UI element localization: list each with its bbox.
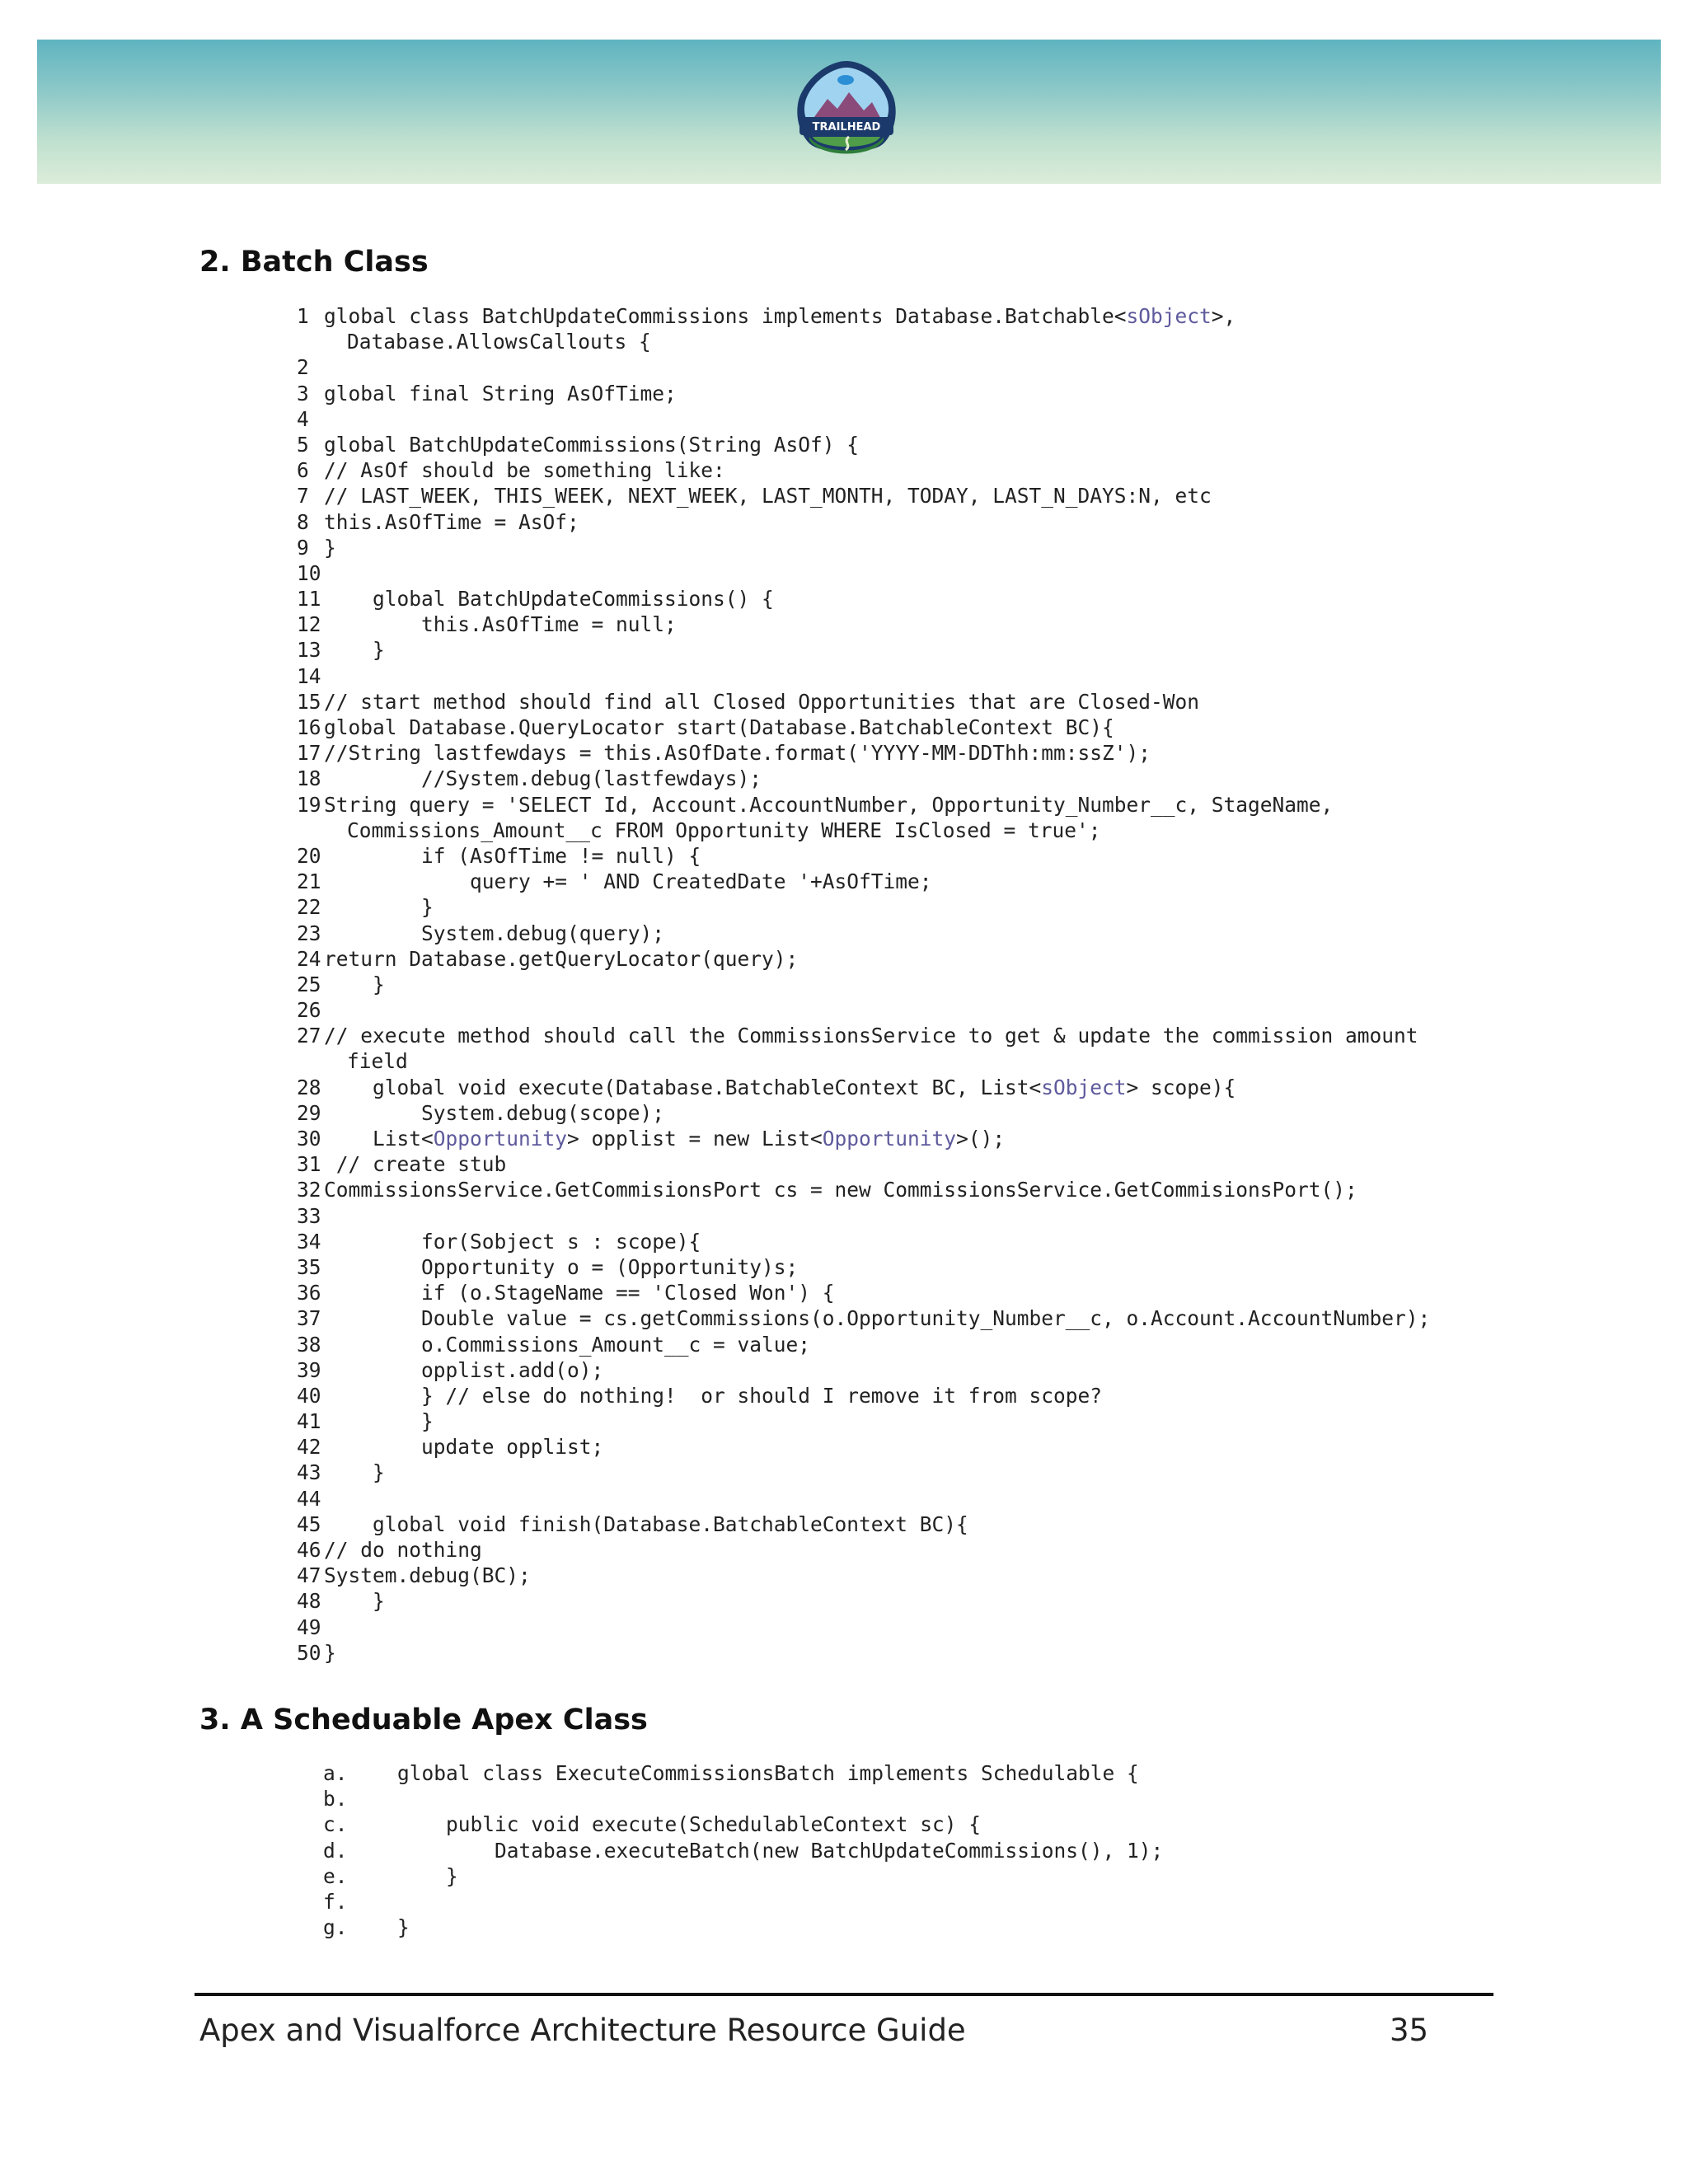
code-text: o.Commissions_Amount__c = value; <box>324 1332 811 1357</box>
line-number: 20 <box>297 843 321 868</box>
code-text: System.debug(scope); <box>324 1100 665 1125</box>
line-number: 2 <box>297 355 309 380</box>
code-text: //String lastfewdays = this.AsOfDate.format('YYYY-MM-DDThh:mm:ssZ'); <box>324 741 1151 766</box>
line-number: 33 <box>297 1203 321 1228</box>
code-text: } <box>324 638 385 663</box>
code-text: System.debug(BC); <box>324 1563 531 1588</box>
line-number: c. <box>323 1812 348 1837</box>
section-title-schedulable-class: 3. A Scheduable Apex Class <box>199 1704 648 1736</box>
code-text: this.AsOfTime = null; <box>324 612 677 637</box>
line-number: 45 <box>297 1511 321 1536</box>
line-number: a. <box>323 1761 348 1785</box>
line-number: 29 <box>297 1100 321 1125</box>
code-text: } <box>324 1589 385 1614</box>
line-number: 27 <box>297 1024 321 1048</box>
code-text: List<Opportunity> opplist = new List<Opportunity>(); <box>324 1127 1006 1151</box>
code-text: } <box>397 1863 458 1888</box>
code-text: public void execute(SchedulableContext sc) { <box>397 1812 982 1837</box>
line-number: 46 <box>297 1538 321 1563</box>
code-text: opplist.add(o); <box>324 1357 604 1382</box>
line-number: 3 <box>297 381 309 405</box>
line-number: 50 <box>297 1640 321 1665</box>
code-text: global class ExecuteCommissionsBatch implements Schedulable { <box>397 1761 1139 1785</box>
line-number: 34 <box>297 1229 321 1254</box>
line-number: 37 <box>297 1306 321 1331</box>
line-number: 13 <box>297 638 321 663</box>
line-number: 4 <box>297 406 309 431</box>
code-text: } <box>397 1915 410 1940</box>
line-number: 7 <box>297 484 309 509</box>
code-text: } <box>324 1640 336 1665</box>
code-text: //System.debug(lastfewdays); <box>324 766 762 791</box>
footer-divider <box>195 1993 1493 1996</box>
logo-text: TRAILHEAD <box>812 121 881 134</box>
section-title-batch-class: 2. Batch Class <box>199 246 429 279</box>
line-number: 6 <box>297 458 309 483</box>
line-number: e. <box>323 1863 348 1888</box>
type-highlight: sObject <box>1126 304 1212 328</box>
line-number: 44 <box>297 1486 321 1511</box>
line-number: 1 <box>297 304 309 328</box>
code-text: Double value = cs.getCommissions(o.Opportunity_Number__c, o.Account.AccountNumber); <box>324 1306 1431 1331</box>
line-number: 9 <box>297 535 309 560</box>
line-number: 26 <box>297 998 321 1023</box>
code-text: global void execute(Database.BatchableContext BC, List<sObject> scope){ <box>324 1075 1236 1099</box>
code-text: global BatchUpdateCommissions(String AsOf) { <box>324 432 860 457</box>
line-number: d. <box>323 1838 348 1863</box>
trailhead-logo <box>785 58 908 165</box>
line-number: 41 <box>297 1409 321 1434</box>
code-text: // LAST_WEEK, THIS_WEEK, NEXT_WEEK, LAST_MONTH, TODAY, LAST_N_DAYS:N, etc <box>324 484 1212 509</box>
line-number: 19 <box>297 792 321 817</box>
line-number: f. <box>323 1889 348 1914</box>
code-text: if (o.StageName == 'Closed Won') { <box>324 1281 835 1305</box>
footer-document-title: Apex and Visualforce Architecture Resource Guide <box>199 2013 966 2048</box>
code-text: } <box>324 1409 434 1434</box>
code-text: System.debug(query); <box>324 921 665 945</box>
line-number: 39 <box>297 1357 321 1382</box>
line-number: 23 <box>297 921 321 945</box>
line-number: 10 <box>297 560 321 585</box>
code-text: // AsOf should be something like: <box>324 458 725 483</box>
code-text: global final String AsOfTime; <box>324 381 677 405</box>
line-number: 35 <box>297 1254 321 1279</box>
code-text: update opplist; <box>324 1435 604 1460</box>
code-text: global BatchUpdateCommissions() { <box>324 587 774 612</box>
footer-page-number: 35 <box>1390 2013 1429 2048</box>
line-number: 25 <box>297 972 321 996</box>
code-text: if (AsOfTime != null) { <box>324 843 701 868</box>
line-number: b. <box>323 1787 348 1811</box>
line-number: 31 <box>297 1152 321 1177</box>
code-text: this.AsOfTime = AsOf; <box>324 509 579 534</box>
type-highlight: Opportunity <box>822 1127 957 1151</box>
line-number: 14 <box>297 663 321 688</box>
code-text: } // else do nothing! or should I remove it from scope? <box>324 1383 1103 1408</box>
code-text: global class BatchUpdateCommissions implements Database.Batchable<sObject>, <box>324 304 1236 328</box>
code-text: global void finish(Database.BatchableContext BC){ <box>324 1511 968 1536</box>
code-text: // create stub <box>324 1152 507 1177</box>
line-number: 15 <box>297 689 321 714</box>
code-text: } <box>324 972 385 996</box>
line-number: 16 <box>297 715 321 740</box>
line-number: 40 <box>297 1383 321 1408</box>
line-number: 28 <box>297 1075 321 1099</box>
line-number: g. <box>323 1915 348 1940</box>
code-text: Opportunity o = (Opportunity)s; <box>324 1254 799 1279</box>
line-number: 5 <box>297 432 309 457</box>
line-number: 17 <box>297 741 321 766</box>
code-continuation: field <box>347 1049 408 1074</box>
code-text: } <box>324 895 434 920</box>
line-number: 11 <box>297 587 321 612</box>
code-text: for(Sobject s : scope){ <box>324 1229 701 1254</box>
type-highlight: Opportunity <box>433 1127 568 1151</box>
code-text: String query = 'SELECT Id, Account.AccountNumber, Opportunity_Number__c, StageName, <box>324 792 1334 817</box>
line-number: 12 <box>297 612 321 637</box>
line-number: 22 <box>297 895 321 920</box>
code-text: // do nothing <box>324 1538 482 1563</box>
line-number: 32 <box>297 1178 321 1202</box>
code-text: return Database.getQueryLocator(query); <box>324 946 799 971</box>
line-number: 48 <box>297 1589 321 1614</box>
code-text: CommissionsService.GetCommisionsPort cs = new CommissionsService.GetCommisionsPort(); <box>324 1178 1357 1202</box>
line-number: 30 <box>297 1127 321 1151</box>
type-highlight: sObject <box>1041 1075 1127 1099</box>
code-text: } <box>324 1460 385 1485</box>
line-number: 43 <box>297 1460 321 1485</box>
code-continuation: Database.AllowsCallouts { <box>347 330 651 354</box>
line-number: 8 <box>297 509 309 534</box>
line-number: 49 <box>297 1615 321 1639</box>
line-number: 42 <box>297 1435 321 1460</box>
code-text: Database.executeBatch(new BatchUpdateCommissions(), 1); <box>397 1838 1164 1863</box>
line-number: 18 <box>297 766 321 791</box>
code-text: } <box>324 535 336 560</box>
code-text: query += ' AND CreatedDate '+AsOfTime; <box>324 869 932 894</box>
code-continuation: Commissions_Amount__c FROM Opportunity WHERE IsClosed = true'; <box>347 818 1101 842</box>
code-text: // execute method should call the CommissionsService to get & update the commission amount <box>324 1024 1418 1048</box>
line-number: 21 <box>297 869 321 894</box>
line-number: 36 <box>297 1281 321 1305</box>
code-text: // start method should find all Closed Opportunities that are Closed-Won <box>324 689 1200 714</box>
line-number: 38 <box>297 1332 321 1357</box>
line-number: 47 <box>297 1563 321 1588</box>
code-text: global Database.QueryLocator start(Database.BatchableContext BC){ <box>324 715 1114 740</box>
line-number: 24 <box>297 946 321 971</box>
